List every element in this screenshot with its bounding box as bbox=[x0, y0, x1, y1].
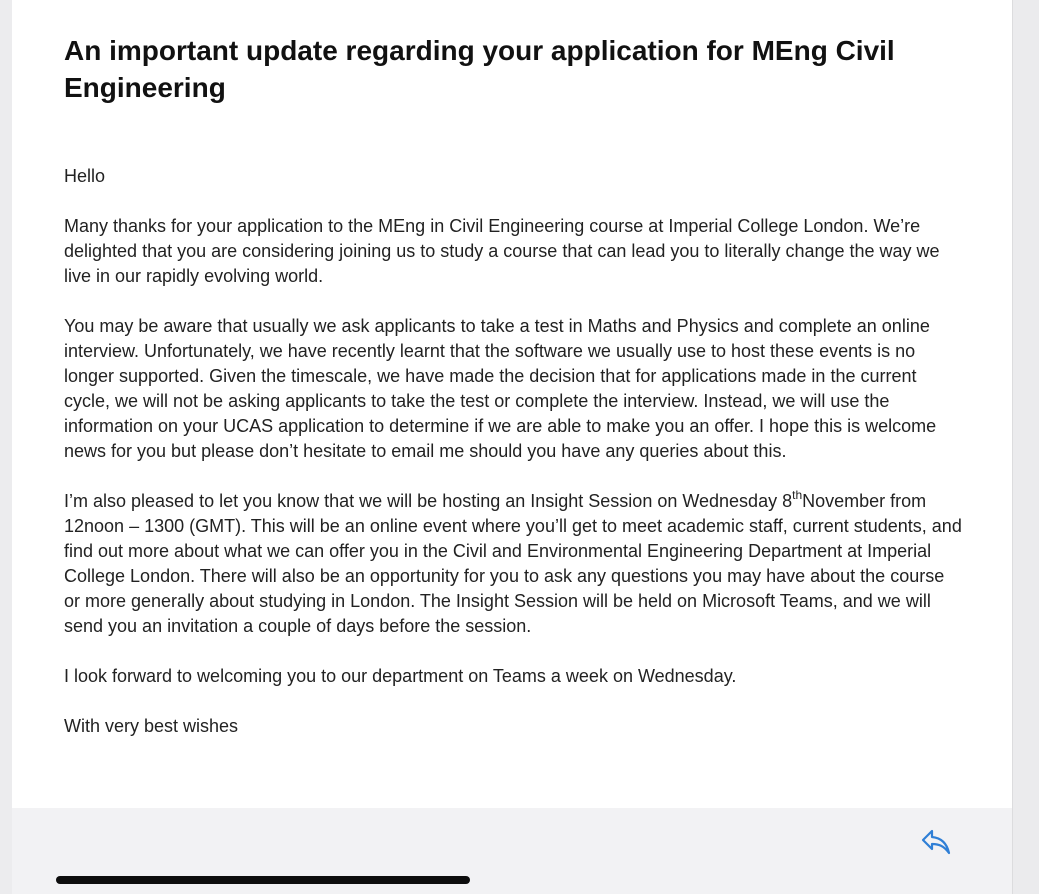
date-ordinal-suffix: th bbox=[792, 488, 803, 502]
email-paragraph-2: You may be aware that usually we ask applicants to take a test in Maths and Physics and complete an online interview. Unfortunately, we have recently learnt that the software we usually use to host these events is no longer supported. Given the timescale, we have made the decision that for applications made in the current cycle, we will not be asking applicants to take the test or complete the interview. Instead, we will use the information on your UCAS application to determine if we are able to make you an offer. I hope this is welcome news for you but please don’t hesitate to email me should you have any queries about this. bbox=[64, 316, 937, 461]
home-indicator bbox=[56, 876, 470, 884]
paragraph-3-end: November from 12noon – 1300 (GMT). This will be an online event where you’ll get to meet academic staff, current students, and find out more about what we can offer you in the Civil and Environmental Engineering Department at Imperial College London. There will also be an opportunity for you to ask any questions you may have about the course or more generally about studying in London. The Insight Session will be held on Microsoft Teams, and we will send you an invitation a couple of days before the session. bbox=[64, 491, 962, 636]
email-closing: With very best wishes bbox=[64, 716, 239, 736]
email-paragraph-4: I look forward to welcoming you to our department on Teams a week on Wednesday. bbox=[64, 666, 737, 686]
left-edge bbox=[0, 0, 12, 894]
email-paragraph-3 bbox=[64, 489, 964, 639]
right-edge bbox=[1012, 0, 1039, 894]
email-subject: An important update regarding your application for MEng Civil Engineering bbox=[64, 35, 895, 103]
email-paragraph-1: Many thanks for your application to the MEng in Civil Engineering course at Imperial College London. We’re delighted that you are considering joining us to study a course that can lead you to literally change the way we live in our rapidly evolving world. bbox=[64, 216, 940, 286]
email-greeting: Hello bbox=[64, 166, 106, 186]
email-message bbox=[12, 0, 1012, 808]
email-body bbox=[64, 164, 964, 764]
paragraph-3-start: I’m also pleased to let you know that we will be hosting an Insight Session on Wednesday 8 bbox=[64, 491, 793, 511]
reply-button[interactable] bbox=[918, 824, 954, 860]
reply-icon bbox=[920, 828, 952, 856]
